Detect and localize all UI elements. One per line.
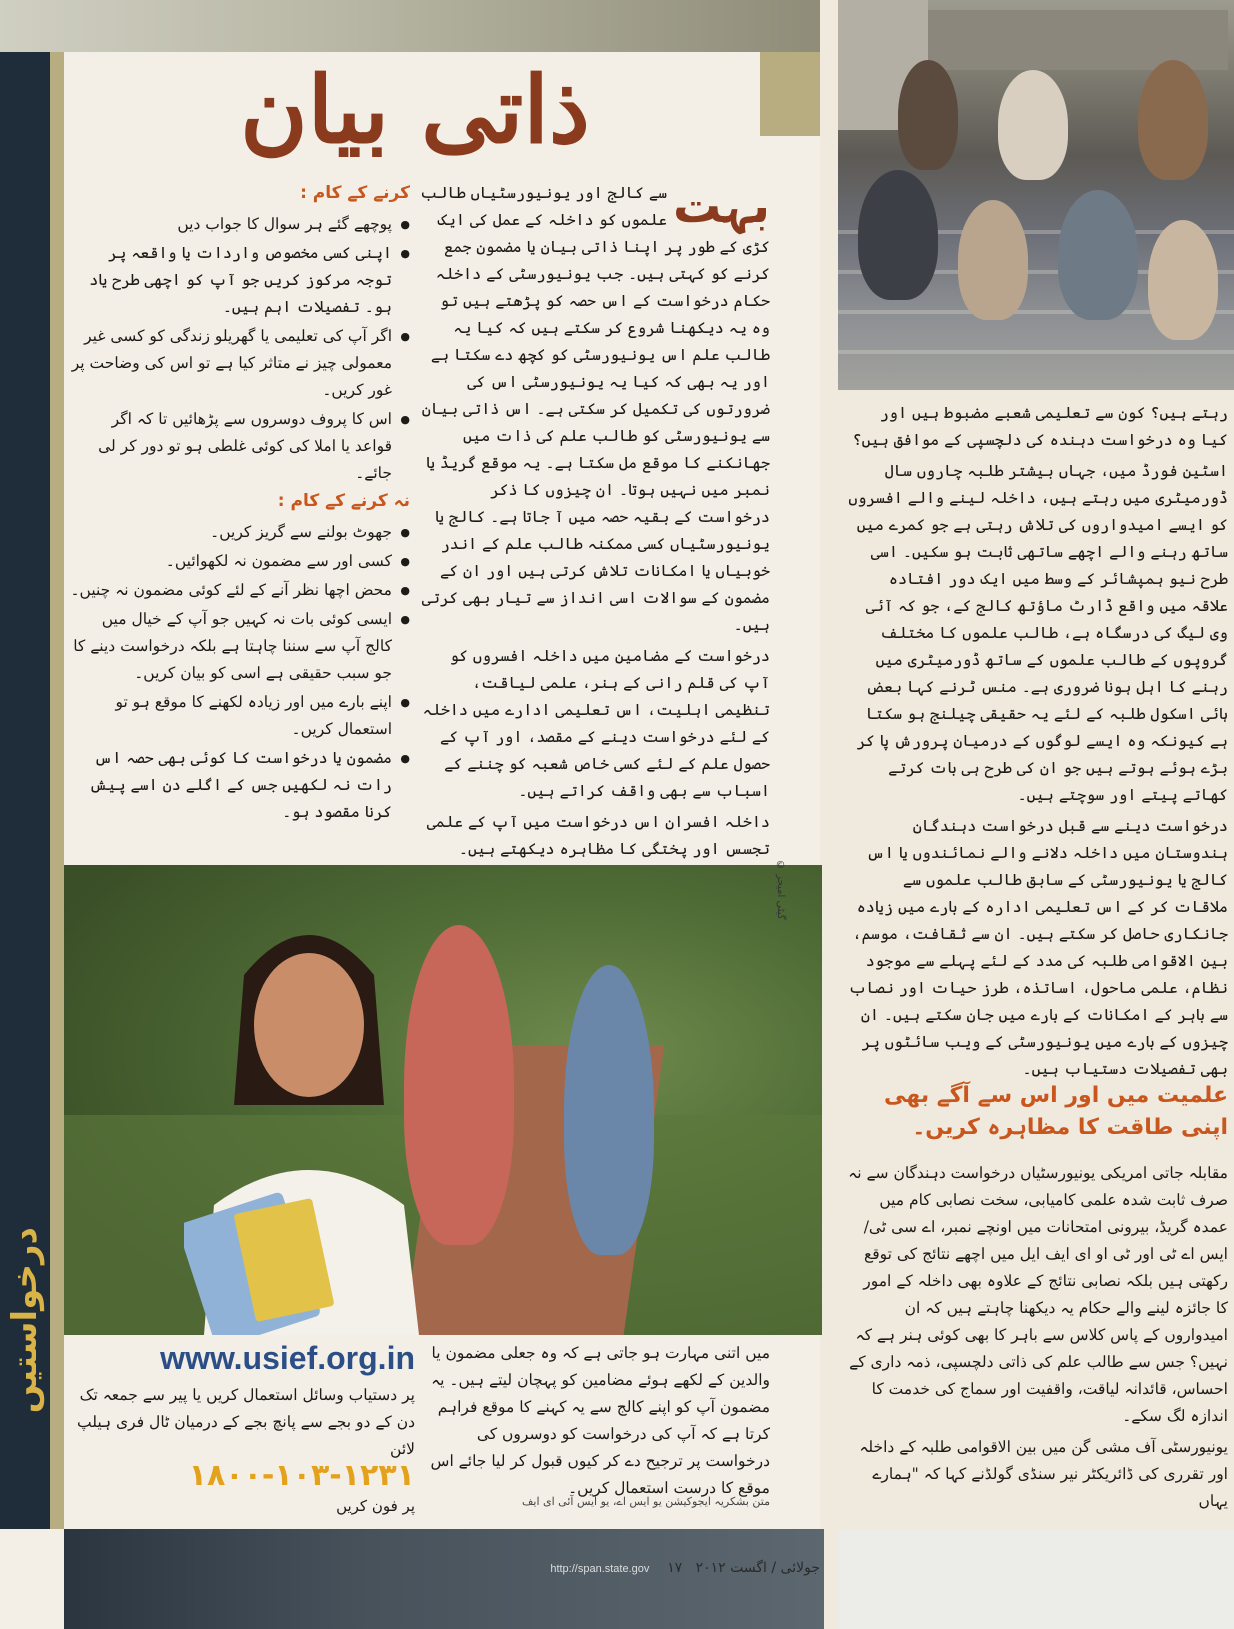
student-woman-illustration xyxy=(184,905,434,1335)
dont-list-item: ● محض اچھا نظر آنے کے لئے کوئی مضمون نہ چنیں۔ xyxy=(70,577,410,604)
students-on-steps-photo xyxy=(838,0,1234,390)
footer-issue: جولائی / اگست ۲۰۱۲ xyxy=(695,1560,820,1576)
text-credit: متن بشکریہ ایجوکیشن یو ایس اے، یو ایس آئی ای ایف xyxy=(522,1495,770,1508)
right-column-lower xyxy=(848,1160,1228,1530)
footer-site-link[interactable]: http://span.state.gov xyxy=(550,1563,650,1575)
right-paragraph: اسٹین فورڈ میں، جہاں بیشتر طلبہ چاروں سال ڈورمیٹری میں رہتے ہیں، داخلہ لینے والے افسروں کو ایسے امیدواروں کی تلاش رہتی ہے جو کمرے میں ساتھ رہنے والے اچھے ساتھی ثابت ہو سکیں۔ اسی طرح نیو ہمپشائر کے وسط میں ایک دور افتادہ علاقہ میں واقع ڈارٹ ماؤتھ کالج کے، جو کہ آئی وی لیگ کی درسگاہ ہے، طالب علموں کا مختلف گروپوں کے طالب علموں کے ساتھ ڈورمیٹری میں رہنے کا اہل ہونا ضروری ہے۔ منس ٹرنے کہا بعض ہائی اسکول طلبہ کے لئے یہ حقیقی چیلنج ہو سکتا ہے کیونکہ وہ ایسے لوگوں کے درمیان پرورش پا کر بڑے ہوئے ہوتے ہیں جو ان کی طرح ہی بات کرتے کھاتے پیتے اور سوچتے ہیں۔ xyxy=(848,462,1228,804)
intro-paragraph: داخلہ افسران اس درخواست میں آپ کے علمی تجسس اور پختگی کا مظاہرہ دیکھتے ہیں۔ xyxy=(426,813,770,858)
dont-list-item: ● کسی اور سے مضمون نہ لکھوائیں۔ xyxy=(70,548,410,575)
call-instruction: پر فون کریں xyxy=(336,1497,415,1515)
section-side-label xyxy=(0,1130,50,1510)
dont-list-item: ● ایسی کوئی بات نہ کہیں جو آپ کے خیال میں کالج آپ سے سننا چاہتا ہے بلکہ درخواست دینے کا جو سبب حقیقی ہے اسی کو بیان کریں۔ xyxy=(70,606,410,687)
do-list-item: ● اپنی کسی مخصوص واردات یا واقعہ پر توجہ مرکوز کریں جو آپ کو اچھی طرح یاد ہو۔ تفصیلات اہم ہیں۔ xyxy=(70,240,410,321)
intro-column xyxy=(420,180,770,880)
footer-text xyxy=(70,1560,820,1584)
footer-page-number: ۱۷ xyxy=(667,1560,683,1576)
right-subheading: علمیت میں اور اس سے آگے بھی اپنی طاقت کا مظاہرہ کریں۔ xyxy=(884,1083,1228,1140)
right-paragraph: درخواست دینے سے قبل درخواست دہندگان ہندوستان میں داخلہ دلانے والے نمائندوں یا اس کالج یا یونیورسٹی کے سابق طالب علموں سے ملاقات کر کے اس تعلیمی ادارہ کے بارے میں زیادہ جانکاری حاصل کر سکتے ہیں۔ ان سے ثقافت، موسم، بین الاقوامی طلبہ کی مدد کے لئے پہلے سے موجود نظام، علمی ماحول، اساتذہ، طرز حیات اور نصاب سے باہر کے امکانات کے بارے میں جان سکتے ہیں۔ ان چیزوں کے بارے میں یونیورسٹی کے ویب سائٹوں پر بھی تفصیلات دستیاب ہیں۔ xyxy=(848,817,1228,1078)
dont-list-item: ● جھوٹ بولنے سے گریز کریں۔ xyxy=(70,519,410,546)
dropcap: بہت xyxy=(673,178,770,234)
do-list-item: ● اس کا پروف دوسروں سے پڑھائیں تا کہ اگر قواعد یا املا کی کوئی غلطی ہو تو دور کر لی جائے۔ xyxy=(70,406,410,487)
dont-list-item: ● مضمون یا درخواست کا کوئی بھی حصہ اس رات نہ لکھیں جس کے اگلے دن اسے پیش کرنا مقصود ہو۔ xyxy=(70,745,410,826)
olive-accent-block xyxy=(760,52,820,136)
photo-person xyxy=(564,965,654,1255)
dont-list-box xyxy=(70,488,410,848)
intro-paragraph: درخواست کے مضامین میں داخلہ افسروں کو آپ کی قلم رانی کے ہنر، علمی لیاقت، تنظیمی اہلیت، اس تعلیمی ادارے میں داخلہ کے لئے درخواست دینے کے مقصد، اور آپ کے حصول علم کے لئے کسی خاص شعبہ کو چننے کے اسباب سے بھی واقف کراتے ہیں۔ xyxy=(422,647,770,800)
intro-paragraph: سے کالج اور یونیورسٹیاں طالب علموں کو داخلہ کے عمل کی ایک کڑی کے طور پر اپنا ذاتی بیان یا مضمون جمع کرنے کو کہتی ہیں۔ جب یونیورسٹی کے داخلہ حکام درخواست کے اس حصہ کو پڑھتے ہیں تو وہ یہ دیکھنا شروع کر سکتے ہیں کہ کیا یہ طالب علم اس یونیورسٹی کو کچھ دے سکتا ہے اور یہ بھی کہ کیا یہ یونیورسٹی اس کی ضرورتوں کی تکمیل کر سکتی ہے۔ اس ذاتی بیان سے یونیورسٹی کو طالب علم کی ذات میں جھانکنے کا موقع مل سکتا ہے۔ یہ موقع گریڈ یا نمبر میں نہیں ہوتا۔ ان چیزوں کا ذکر درخواست کے بقیہ حصہ میں آ جاتا ہے۔ کالج یا یونیورسٹیاں کسی ممکنہ طالب علم کے اندر خوبیاں یا امکانات تلاش کرتی ہیں اور ان کے مضمون کے سوالات اسی انداز سے تیار بھی کرتی ہیں۔ xyxy=(420,184,770,634)
left-gold-stripe xyxy=(50,52,64,1529)
right-footer-area xyxy=(838,1529,1234,1629)
photo-person xyxy=(1148,220,1218,340)
right-paragraph: مقابلہ جاتی امریکی یونیورسٹیاں درخواست دہندگان سے نہ صرف ثابت شدہ علمی کامیابی، سخت نصابی کام میں عمدہ گریڈ، بیرونی امتحانات میں اونچے نمبر، اے سی ٹی/ ایس اے ٹی اور ٹی او ای ایف ایل میں اچھے نتائج کی توقع رکھتی ہیں بلکہ نصابی نتائج کے علاوہ بھی داخلہ کے امور کا جائزہ لینے والے حکام یہ دیکھنا چاہتے ہیں کہ ان امیدواروں کے پاس کلاس سے باہر کا بھی کوئی ہنر ہے کہ نہیں؟ جس سے طالب علم کی ذاتی دلچسپی، ذمہ داری کے احساس، قائدانہ لیاقت، واقفیت اور سماج کی خدمت کا اندازہ لگ سکے۔ xyxy=(848,1164,1228,1425)
photo-credit xyxy=(775,860,793,930)
photo-frieze xyxy=(928,10,1228,70)
photo-person xyxy=(898,60,958,170)
photo-person xyxy=(1058,190,1138,320)
do-list-heading: کرنے کے کام : xyxy=(300,183,410,203)
photo-person xyxy=(958,200,1028,320)
photo-person xyxy=(858,170,938,300)
right-column xyxy=(848,400,1228,1100)
helpline-text: پر دستیاب وسائل استعمال کریں یا پیر سے جمعہ تک دن کے دو بجے سے پانچ بجے کے درمیان ٹال فری ہیلپ لائن xyxy=(77,1386,415,1458)
do-list-item: ● اگر آپ کی تعلیمی یا گھریلو زندگی کو کسی غیر معمولی چیز نے متاثر کیا ہے تو اس کی وضاحت پر غور کریں۔ xyxy=(70,323,410,404)
photo-person xyxy=(1138,60,1208,180)
photo-credit-text: © گیٹی امیجز xyxy=(775,860,786,920)
usief-url-link[interactable]: www.usief.org.in xyxy=(160,1340,415,1376)
dont-list xyxy=(70,519,410,826)
do-list-item: ● پوچھے گئے ہر سوال کا جواب دیں xyxy=(70,211,410,238)
dont-list-item: ● اپنے بارے میں اور زیادہ لکھنے کا موقع ہو تو استعمال کریں۔ xyxy=(70,689,410,743)
page-title: ذاتی بیان xyxy=(240,56,590,164)
right-paragraph: رہتے ہیں؟ کون سے تعلیمی شعبے مضبوط ہیں اور کیا وہ درخواست دہندہ کی دلچسپی کے موافق ہیں؟ xyxy=(852,404,1228,449)
section-side-label-text: درخواستیں xyxy=(5,1226,45,1414)
students-park-photo xyxy=(64,865,822,1335)
helpline-phone-number: ۱۸۰۰-۱۰۳-۱۲۳۱ xyxy=(188,1458,415,1493)
photo-step xyxy=(838,350,1234,354)
bottom-mid-caption: میں اتنی مہارت ہو جاتی ہے کہ وہ جعلی مضمون یا والدین کے لکھے ہوئے مضامین کو پہچان لیتے ہیں۔ یہ مضمون آپ کو اپنے کالج سے یہ کہنے کا موقع فراہم کرتا ہے کہ آپ کی درخواست کو دوسروں کی درخواست پر ترجیح دے کر کیوں قبول کر لیا جائے اس موقع کا درست استعمال کریں۔ xyxy=(430,1344,770,1497)
top-band xyxy=(0,0,820,52)
photo-person xyxy=(998,70,1068,180)
dont-list-heading: نہ کرنے کے کام : xyxy=(277,491,410,511)
do-list-box xyxy=(70,180,410,482)
right-paragraph: یونیورسٹی آف مشی گن میں بین الاقوامی طلبہ کے داخلہ اور تقرری کی ڈائریکٹر نیر سنڈی گولڈنے کہا کہ "ہمارے یہاں xyxy=(859,1438,1228,1510)
do-list xyxy=(70,211,410,487)
